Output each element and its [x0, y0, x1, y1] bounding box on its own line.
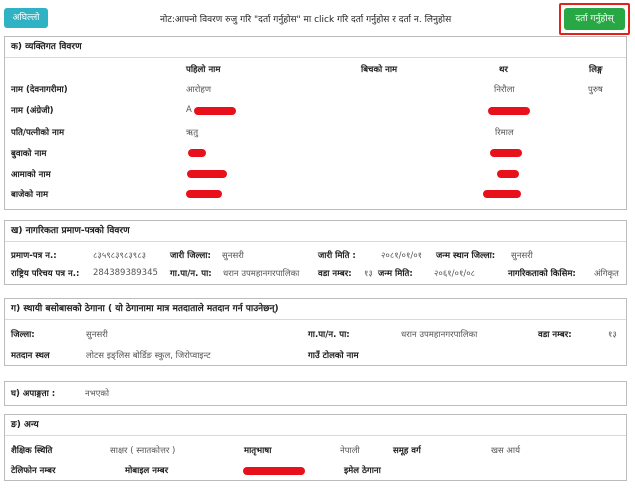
mobile-label: मोबाइल नम्बर: [125, 466, 169, 476]
permanent-address-panel: [4, 298, 627, 366]
spouse-last-name: रिमाल: [495, 128, 514, 138]
redaction-mark: [490, 149, 522, 157]
dob-value: २०६१/०१/०८: [434, 269, 476, 279]
redaction-mark: [497, 170, 519, 178]
address-district-label: जिल्ला:: [11, 330, 35, 340]
birth-district-value: सुनसरी: [511, 251, 533, 261]
column-first-name: पहिलो नाम: [186, 65, 221, 75]
top-toolbar: [0, 0, 635, 36]
disability-value: नभएको: [85, 389, 110, 399]
address-municipality-label: गा.पा/न. पा:: [308, 330, 350, 340]
email-label: इमेल ठेगाना: [344, 466, 381, 476]
first-name-devanagari: आरोहण: [186, 85, 212, 95]
nid-label: राष्ट्रिय परिचय पत्र न.:: [11, 269, 80, 279]
issue-district-label: जारी जिल्ला:: [170, 251, 211, 261]
redaction-mark: [483, 190, 521, 198]
nid-value: 284389389345: [93, 268, 158, 278]
address-municipality-value: धरान उपमहानगरपालिका: [401, 330, 478, 340]
personal-details-panel: [4, 36, 627, 210]
redaction-mark: [186, 190, 222, 198]
redaction-mark: [243, 467, 305, 475]
cert-no-value: ८३५९८३९८३९८३: [93, 251, 147, 261]
address-district-value: सुनसरी: [86, 330, 108, 340]
address-ward-label: वडा नम्बर:: [538, 330, 572, 340]
row-label-name-english: नाम (अंग्रेजी): [11, 106, 54, 116]
other-details-title: ङ) अन्य: [5, 415, 626, 436]
row-label-spouse-name: पति/पत्नीको नाम: [11, 128, 65, 138]
row-label-father-name: बुवाको नाम: [11, 149, 47, 159]
citizenship-type-label: नागरिकताको किसिम:: [508, 269, 576, 279]
issue-date-label: जारी मिति :: [318, 251, 356, 261]
register-button[interactable]: दर्ता गर्नुहोस्: [564, 8, 625, 30]
birth-district-label: जन्म स्थान जिल्ला:: [436, 251, 496, 261]
dob-label: जन्म मिति:: [378, 269, 413, 279]
education-value: साक्षर ( स्नातकोत्तर ): [110, 446, 176, 456]
column-gender: लिङ्ग: [589, 65, 603, 75]
phone-label: टेलिफोन नम्बर: [11, 466, 56, 476]
back-button[interactable]: अघिल्लो: [4, 8, 48, 28]
register-button-highlight: [559, 3, 630, 35]
municipality-label: गा.पा/न. पा:: [170, 269, 212, 279]
column-last-name: थर: [499, 65, 508, 75]
citizenship-panel: [4, 220, 627, 285]
group-label: समूह वर्ग: [393, 446, 421, 456]
address-ward-value: १३: [608, 330, 617, 340]
row-label-name-devanagari: नाम (देवनागरीमा): [11, 85, 68, 95]
issue-district-value: सुनसरी: [222, 251, 244, 261]
municipality-value: धरान उपमहानगरपालिका: [223, 269, 300, 279]
gender-value: पुरुष: [588, 85, 603, 95]
spouse-first-name: ऋतु: [186, 128, 199, 138]
redaction-mark: [194, 107, 236, 115]
mother-tongue-label: मातृभाषा: [244, 446, 272, 456]
permanent-address-title: ग) स्थायी बसोबासको ठेगाना ( यो ठेगानामा मात्र मतदाताले मतदान गर्न पाउनेछन्): [5, 299, 626, 320]
tole-label: गाउँ टोलको नाम: [308, 351, 359, 361]
disability-panel: [4, 381, 627, 406]
column-middle-name: बिचको नाम: [361, 65, 398, 75]
education-label: शैक्षिक स्थिति: [11, 446, 53, 456]
disability-label: घ) अपाङ्गता :: [11, 389, 56, 399]
polling-station-value: लोटस इङ्लिस बोर्डिङ स्कुल, जिरोप्वाइन्ट: [86, 351, 211, 361]
citizenship-title: ख) नागरिकता प्रमाण-पत्रको विवरण: [5, 221, 626, 242]
mother-tongue-value: नेपाली: [340, 446, 360, 456]
redaction-mark: [188, 149, 206, 157]
cert-no-label: प्रमाण-पत्र न.:: [11, 251, 57, 261]
personal-details-title: क) व्यक्तिगत विवरण: [5, 37, 626, 58]
ward-value: १३: [364, 269, 373, 279]
group-value: खस आर्य: [491, 446, 521, 456]
issue-date-value: २०८१/०१/०१: [381, 251, 423, 261]
last-name-devanagari: निरौला: [494, 85, 515, 95]
citizenship-type-value: अंगिकृत: [594, 269, 619, 279]
ward-label: वडा नम्बर:: [318, 269, 352, 279]
first-name-english: A: [186, 105, 192, 115]
polling-station-label: मतदान स्थल: [11, 351, 50, 361]
row-label-mother-name: आमाको नाम: [11, 170, 51, 180]
other-details-panel: [4, 414, 627, 481]
redaction-mark: [187, 170, 227, 178]
row-label-grandfather-name: बाजेको नाम: [11, 190, 49, 200]
instruction-note: नोट:आफ्नो विवरण रुजु गरि "दर्ता गर्नुहोस" मा click गरि दर्ता गर्नुहोस र दर्ता न. लिनुहोस: [160, 15, 452, 25]
redaction-mark: [488, 107, 530, 115]
